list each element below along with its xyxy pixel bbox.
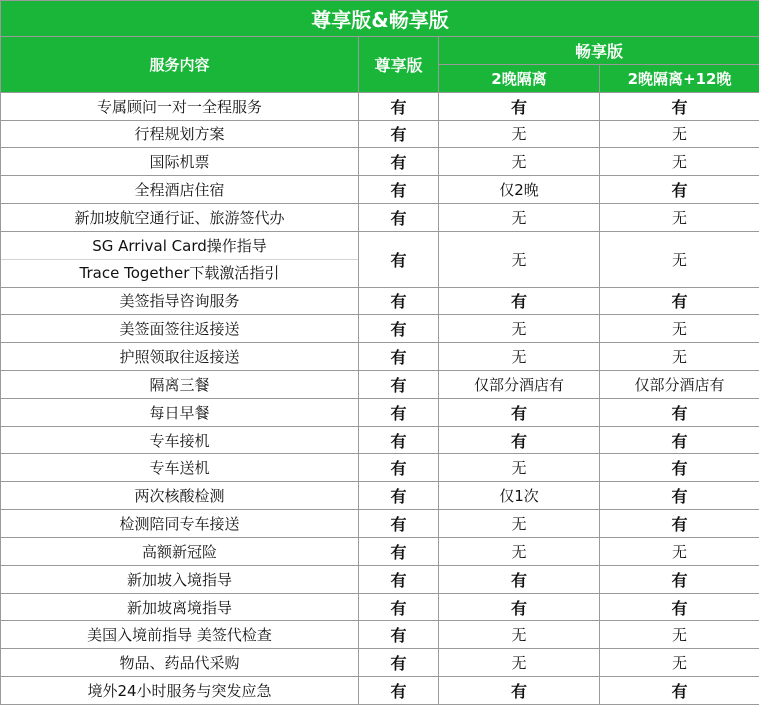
enjoy-sub2-cell: 有 <box>600 565 759 593</box>
premium-cell: 有 <box>359 649 439 677</box>
premium-cell: 有 <box>359 343 439 371</box>
enjoy-sub2-cell: 无 <box>600 204 759 232</box>
enjoy-sub2-cell: 无 <box>600 120 759 148</box>
enjoy-sub1-cell: 无 <box>439 537 600 565</box>
enjoy-sub2-cell: 有 <box>600 398 759 426</box>
service-cell: 护照领取往返接送 <box>1 343 359 371</box>
enjoy-sub1-cell: 有 <box>439 398 600 426</box>
premium-cell: 有 <box>359 677 439 705</box>
enjoy-sub1-cell: 无 <box>439 343 600 371</box>
enjoy-sub1-cell: 仅1次 <box>439 482 600 510</box>
table-row <box>1 426 759 454</box>
enjoy-sub2-cell: 有 <box>600 510 759 538</box>
service-cell: 新加坡入境指导 <box>1 565 359 593</box>
table-row <box>1 621 759 649</box>
enjoy-sub1-cell: 有 <box>439 565 600 593</box>
premium-cell: 有 <box>359 315 439 343</box>
enjoy-sub2-cell: 无 <box>600 148 759 176</box>
enjoy-sub2-cell: 有 <box>600 287 759 315</box>
table-row <box>1 343 759 371</box>
table-row <box>1 565 759 593</box>
table-row <box>1 315 759 343</box>
enjoy-sub2-cell: 有 <box>600 176 759 204</box>
premium-cell: 有 <box>359 593 439 621</box>
premium-cell: 有 <box>359 148 439 176</box>
enjoy-sub1-cell: 无 <box>439 315 600 343</box>
service-cell: 检测陪同专车接送 <box>1 510 359 538</box>
service-cell: 高额新冠险 <box>1 537 359 565</box>
enjoy-sub2-cell: 有 <box>600 677 759 705</box>
enjoy-sub1-header: 2晚隔离 <box>439 64 600 92</box>
enjoy-sub2-cell: 无 <box>600 343 759 371</box>
table-row <box>1 510 759 538</box>
premium-cell: 有 <box>359 398 439 426</box>
enjoy-sub1-cell: 有 <box>439 92 600 120</box>
service-cell: 全程酒店住宿 <box>1 176 359 204</box>
enjoy-sub2-cell: 有 <box>600 426 759 454</box>
service-column-header: 服务内容 <box>1 37 359 93</box>
enjoy-sub1-cell: 有 <box>439 426 600 454</box>
enjoy-sub1-cell: 仅部分酒店有 <box>439 371 600 399</box>
service-cell: 隔离三餐 <box>1 371 359 399</box>
premium-column-header: 尊享版 <box>359 37 439 93</box>
table-row <box>1 537 759 565</box>
enjoy-sub1-cell: 仅2晚 <box>439 176 600 204</box>
enjoy-sub1-cell: 无 <box>439 454 600 482</box>
enjoy-sub2-header: 2晚隔离+12晚 <box>600 64 759 92</box>
service-cell <box>1 231 359 287</box>
enjoy-sub2-cell: 无 <box>600 315 759 343</box>
enjoy-sub2-cell: 无 <box>600 621 759 649</box>
table-row <box>1 482 759 510</box>
header-row-1 <box>1 37 759 65</box>
service-cell: 境外24小时服务与突发应急 <box>1 677 359 705</box>
enjoy-sub2-cell: 有 <box>600 482 759 510</box>
premium-cell: 有 <box>359 92 439 120</box>
table-row <box>1 649 759 677</box>
service-cell: 国际机票 <box>1 148 359 176</box>
enjoy-sub2-cell: 有 <box>600 454 759 482</box>
service-cell: 美国入境前指导 美签代检查 <box>1 621 359 649</box>
table-row <box>1 398 759 426</box>
premium-cell: 有 <box>359 454 439 482</box>
service-cell: 专车送机 <box>1 454 359 482</box>
enjoy-sub1-cell: 有 <box>439 677 600 705</box>
enjoy-sub2-cell: 仅部分酒店有 <box>600 371 759 399</box>
enjoy-sub2-cell: 无 <box>600 231 759 287</box>
service-cell: 行程规划方案 <box>1 120 359 148</box>
premium-cell: 有 <box>359 426 439 454</box>
premium-cell: 有 <box>359 120 439 148</box>
table-row <box>1 92 759 120</box>
service-cell: 新加坡离境指导 <box>1 593 359 621</box>
title-row <box>1 1 759 37</box>
table-row <box>1 204 759 232</box>
premium-cell: 有 <box>359 176 439 204</box>
service-cell: 物品、药品代采购 <box>1 649 359 677</box>
premium-cell: 有 <box>359 204 439 232</box>
table-row <box>1 454 759 482</box>
enjoy-sub2-cell: 有 <box>600 593 759 621</box>
table-row <box>1 677 759 705</box>
enjoy-sub2-cell: 无 <box>600 649 759 677</box>
enjoy-sub1-cell: 无 <box>439 204 600 232</box>
table-row <box>1 287 759 315</box>
table-row <box>1 593 759 621</box>
enjoy-sub2-cell: 有 <box>600 92 759 120</box>
enjoy-sub2-cell: 无 <box>600 537 759 565</box>
premium-cell: 有 <box>359 287 439 315</box>
service-text: SG Arrival Card操作指导 <box>92 236 267 255</box>
table-row <box>1 176 759 204</box>
service-cell: 新加坡航空通行证、旅游签代办 <box>1 204 359 232</box>
premium-cell: 有 <box>359 565 439 593</box>
enjoy-sub1-cell: 无 <box>439 148 600 176</box>
service-text-line2: Trace Together下载激活指引 <box>1 259 358 286</box>
premium-cell: 有 <box>359 231 439 287</box>
enjoy-sub1-cell: 有 <box>439 287 600 315</box>
service-cell: 专车接机 <box>1 426 359 454</box>
enjoy-sub1-cell: 无 <box>439 649 600 677</box>
enjoy-sub1-cell: 有 <box>439 593 600 621</box>
enjoy-column-header: 畅享版 <box>439 37 759 65</box>
table-row <box>1 148 759 176</box>
service-cell: 每日早餐 <box>1 398 359 426</box>
table-title: 尊享版&畅享版 <box>1 1 759 37</box>
premium-cell: 有 <box>359 371 439 399</box>
service-cell: 美签指导咨询服务 <box>1 287 359 315</box>
premium-cell: 有 <box>359 621 439 649</box>
enjoy-sub1-cell: 无 <box>439 621 600 649</box>
enjoy-sub1-cell: 无 <box>439 231 600 287</box>
service-cell: 美签面签往返接送 <box>1 315 359 343</box>
table-row <box>1 231 759 287</box>
premium-cell: 有 <box>359 537 439 565</box>
service-cell: 专属顾问一对一全程服务 <box>1 92 359 120</box>
premium-cell: 有 <box>359 510 439 538</box>
table-row <box>1 120 759 148</box>
service-cell: 两次核酸检测 <box>1 482 359 510</box>
enjoy-sub1-cell: 无 <box>439 510 600 538</box>
premium-cell: 有 <box>359 482 439 510</box>
enjoy-sub1-cell: 无 <box>439 120 600 148</box>
table-row <box>1 371 759 399</box>
